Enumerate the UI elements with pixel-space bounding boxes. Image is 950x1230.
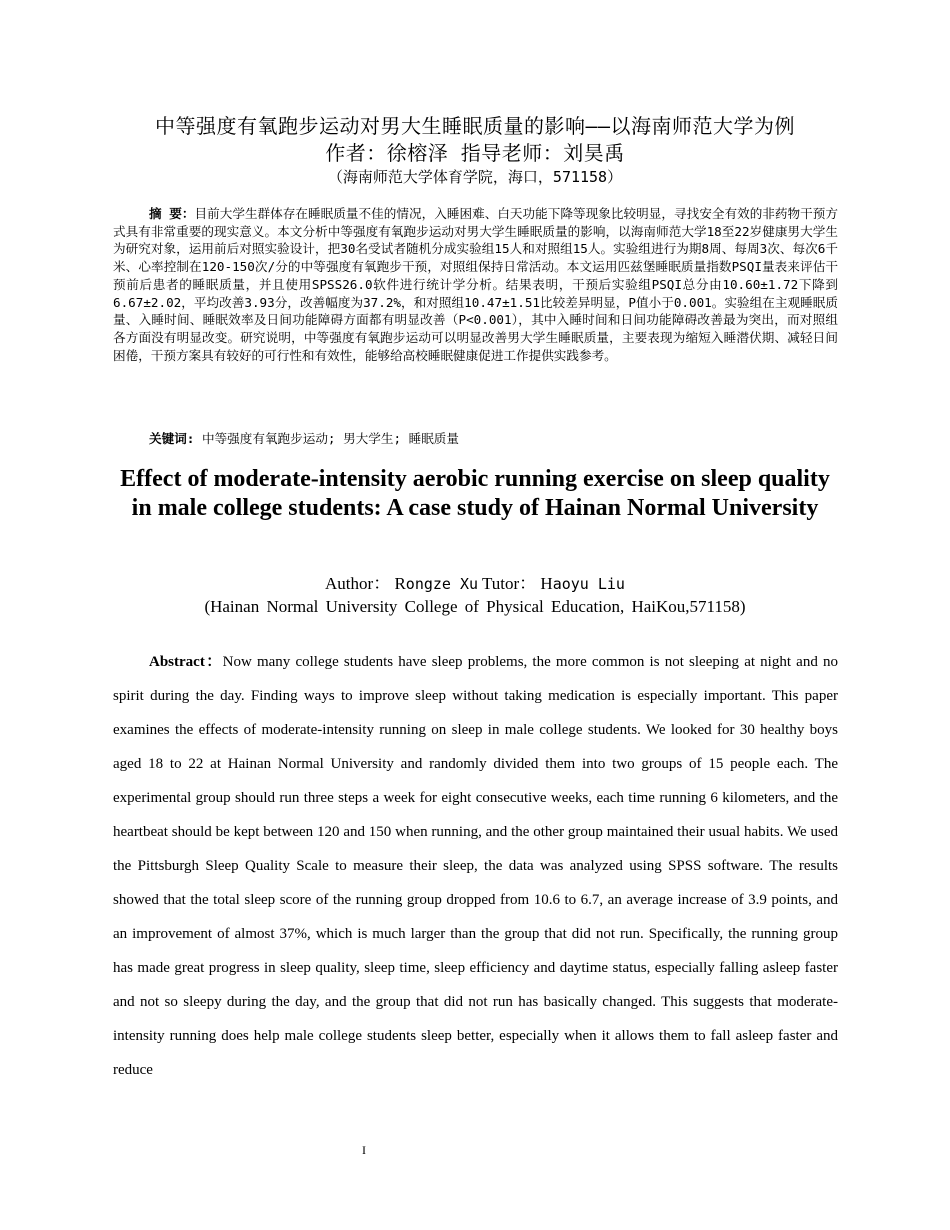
tutor-initial: H [540,574,553,593]
english-abstract-label: Abstract： [149,654,223,670]
english-author-line [60,572,890,596]
author-label: Author： [325,574,391,593]
author-name-rest: ongze Xu [405,575,479,593]
english-abstract-text: Now many college students have sleep problems, the more common is not sleeping at night and no spirit during the day. Finding ways to improve sleep without taking medication is especially important. This paper examines the effects of moderate-intensity running on sleep in male college students. We looked for 30 healthy boys aged 18 to 22 at Hainan Normal University and randomly divided them into two groups of 15 people each. The experimental group should run three steps a week for eight consecutive weeks, each time running 6 kilometers, and the heartbeat should be kept between 120 and 150 when running, and the other group maintained their usual habits. We used the Pittsburgh Sleep Quality Scale to measure their sleep, the data was analyzed using SPSS software. The results showed that the total sleep score of the running group dropped from 10.6 to 6.7, an average increase of 3.9 points, and an improvement of almost 37%, which is much larger than the group that did not run. Specifically, the running group has made great progress in sleep quality, sleep time, sleep efficiency and daytime status, especially falling asleep faster and not so sleepy during the day, and the group that did not run has basically changed. This suggests that moderate-intensity running does help male college students sleep better, especially when it allows them to fall asleep faster and reduce [113,654,838,1078]
english-affiliation: (Hainan Normal University College of Physical Education, HaiKou,571158) [204,597,746,616]
english-abstract [113,645,838,1087]
chinese-author-line: 作者：徐榕泽 指导老师：刘昊禹 [325,141,625,165]
chinese-title: 中等强度有氧跑步运动对男大生睡眠质量的影响——以海南师范大学为例 [154,114,796,138]
chinese-abstract-text: 目前大学生群体存在睡眠质量不佳的情况，入睡困难、白天功能下降等现象比较明显，寻找安全有效的非药物干预方式具有非常重要的现实意义。本文分析中等强度有氧跑步运动对男大学生睡眠质量的影响，以海南师范大学18至22岁健康男大学生为研究对象，运用前后对照实验设计，把30名受试者随机分成实验组15人和对照组15人。实验组进行为期8周、每周3次、每次6千米、心率控制在120-150次/分的中等强度有氧跑步干预，对照组保持日常活动。本文运用匹兹堡睡眠质量指数PSQI量表来评估干预前后患者的睡眠质量，并且使用SPSS26.0软件进行统计学分析。结果表明，干预后实验组PSQI总分由10.60±1.72下降到6.67±2.02，平均改善3.93分，改善幅度为37.2%，和对照组10.47±1.51比较差异明显，P值小于0.001。实验组在主观睡眠质量、入睡时间、睡眠效率及日间功能障碍方面都有明显改善（P<0.001），其中入睡时间和日间功能障碍改善最为突出，而对照组各方面没有明显改变。研究说明，中等强度有氧跑步运动可以明显改善男大学生睡眠质量，主要表现为缩短入睡潜伏期、减轻日间困倦，干预方案具有较好的可行性和有效性，能够给高校睡眠健康促进工作提供实践参考。 [113,206,838,363]
english-title: Effect of moderate-intensity aerobic running exercise on sleep quality in male college students: A case study of Hainan Normal University [120,466,830,521]
page-number: I [362,1143,366,1157]
chinese-keywords-text: 中等强度有氧跑步运动; 男大学生; 睡眠质量 [201,431,459,446]
tutor-name-rest: aoyu Liu [552,575,625,593]
chinese-abstract [113,205,838,364]
tutor-label: Tutor： [482,574,537,593]
chinese-abstract-label: 摘 要： [149,206,195,221]
chinese-affiliation: （海南师范大学体育学院，海口，571158） [327,168,623,186]
chinese-keywords-label: 关键词: [149,431,195,446]
chinese-keywords [149,430,839,447]
author-initial: R [394,574,406,593]
